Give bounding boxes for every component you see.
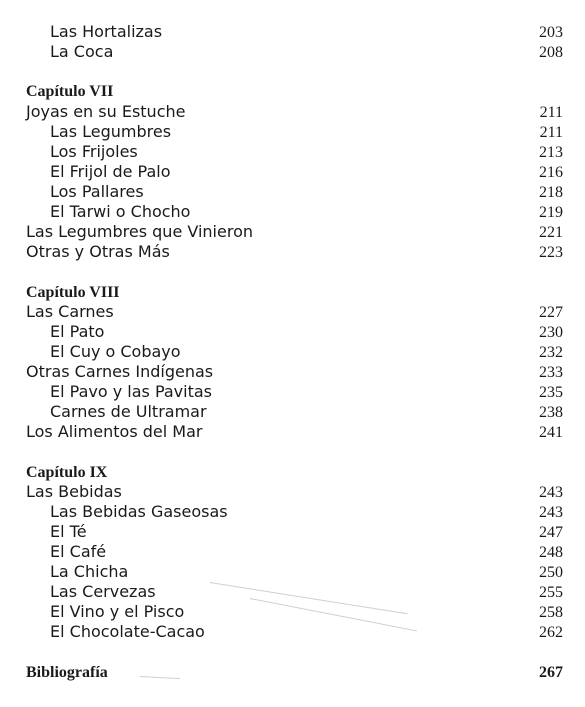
toc-entry (26, 622, 563, 642)
entry-page: 230 (539, 324, 563, 341)
toc-entry (26, 242, 563, 262)
entry-title: El Tarwi o Chocho (50, 202, 191, 221)
entry-page: 213 (539, 144, 563, 161)
entry-page: 238 (539, 404, 563, 421)
bibliography-entry (26, 662, 563, 684)
entry-title: El Cuy o Cobayo (50, 342, 181, 361)
toc-entry (26, 422, 563, 442)
entry-title: El Frijol de Palo (50, 162, 171, 181)
entry-title: Las Cervezas (50, 582, 156, 601)
toc-entry (26, 42, 563, 62)
entry-page: 233 (539, 364, 563, 381)
entry-title: Los Alimentos del Mar (26, 422, 203, 441)
entry-page: 250 (539, 564, 563, 581)
entry-title: Carnes de Ultramar (50, 402, 207, 421)
toc-entry (26, 502, 563, 522)
entry-title: El Pato (50, 322, 105, 341)
toc-entry (26, 382, 563, 402)
entry-title: Las Legumbres que Vinieron (26, 222, 253, 241)
entry-title: El Vino y el Pisco (50, 602, 185, 621)
toc-entry (26, 182, 563, 202)
entry-page: 235 (539, 384, 563, 401)
chapter-heading: Capítulo VIII (26, 284, 120, 301)
entry-page: 211 (539, 104, 563, 121)
toc-entry (26, 202, 563, 222)
entry-page: 203 (539, 24, 563, 41)
toc-entry (26, 122, 563, 142)
toc-entry (26, 22, 563, 42)
toc-entry (26, 402, 563, 422)
toc-entry (26, 322, 563, 342)
entry-title: Las Legumbres (50, 122, 172, 141)
entry-page: 227 (539, 304, 563, 321)
entry-page: 243 (539, 504, 563, 521)
entry-title: Otras Carnes Indígenas (26, 362, 214, 381)
entry-page: 218 (539, 184, 563, 201)
toc-entry (26, 362, 563, 382)
entry-page: 247 (539, 524, 563, 541)
entry-page: 232 (539, 344, 563, 361)
entry-title: Los Frijoles (50, 142, 138, 161)
entry-page: 241 (539, 424, 563, 441)
entry-title: La Chicha (50, 562, 129, 581)
entry-title: Las Hortalizas (50, 22, 163, 41)
toc-entry (26, 482, 563, 502)
entry-page: 248 (539, 544, 563, 561)
bibliography-title: Bibliografía (26, 664, 108, 681)
entry-page: 219 (539, 204, 563, 221)
entry-page: 211 (539, 124, 563, 141)
entry-title: El Té (50, 522, 87, 541)
entry-title: El Chocolate-Cacao (50, 622, 205, 641)
entry-title: Otras y Otras Más (26, 242, 170, 261)
toc-entry (26, 522, 563, 542)
entry-page: 255 (539, 584, 563, 601)
entry-page: 262 (539, 624, 563, 641)
entry-title: El Café (50, 542, 107, 561)
entry-title: Las Bebidas (26, 482, 122, 501)
toc-entry (26, 582, 563, 602)
entry-title: La Coca (50, 42, 114, 61)
entry-page: 243 (539, 484, 563, 501)
toc-entry (26, 102, 563, 122)
entry-title: El Pavo y las Pavitas (50, 382, 213, 401)
entry-page: 208 (539, 44, 563, 61)
entry-title: Las Bebidas Gaseosas (50, 502, 228, 521)
entry-page: 258 (539, 604, 563, 621)
toc-entry (26, 542, 563, 562)
entry-title: Las Carnes (26, 302, 114, 321)
toc-entry (26, 162, 563, 182)
toc-entry (26, 222, 563, 242)
entry-title: Los Pallares (50, 182, 144, 201)
entry-title: Joyas en su Estuche (26, 102, 186, 121)
chapter-heading: Capítulo VII (26, 83, 114, 100)
toc-entry (26, 142, 563, 162)
toc-entry (26, 302, 563, 322)
chapter-heading: Capítulo IX (26, 464, 108, 481)
bibliography-page: 267 (539, 664, 563, 681)
toc-entry (26, 602, 563, 622)
entry-page: 216 (539, 164, 563, 181)
entry-page: 223 (539, 244, 563, 261)
toc-entry (26, 342, 563, 362)
entry-page: 221 (539, 224, 563, 241)
toc-entry (26, 562, 563, 582)
